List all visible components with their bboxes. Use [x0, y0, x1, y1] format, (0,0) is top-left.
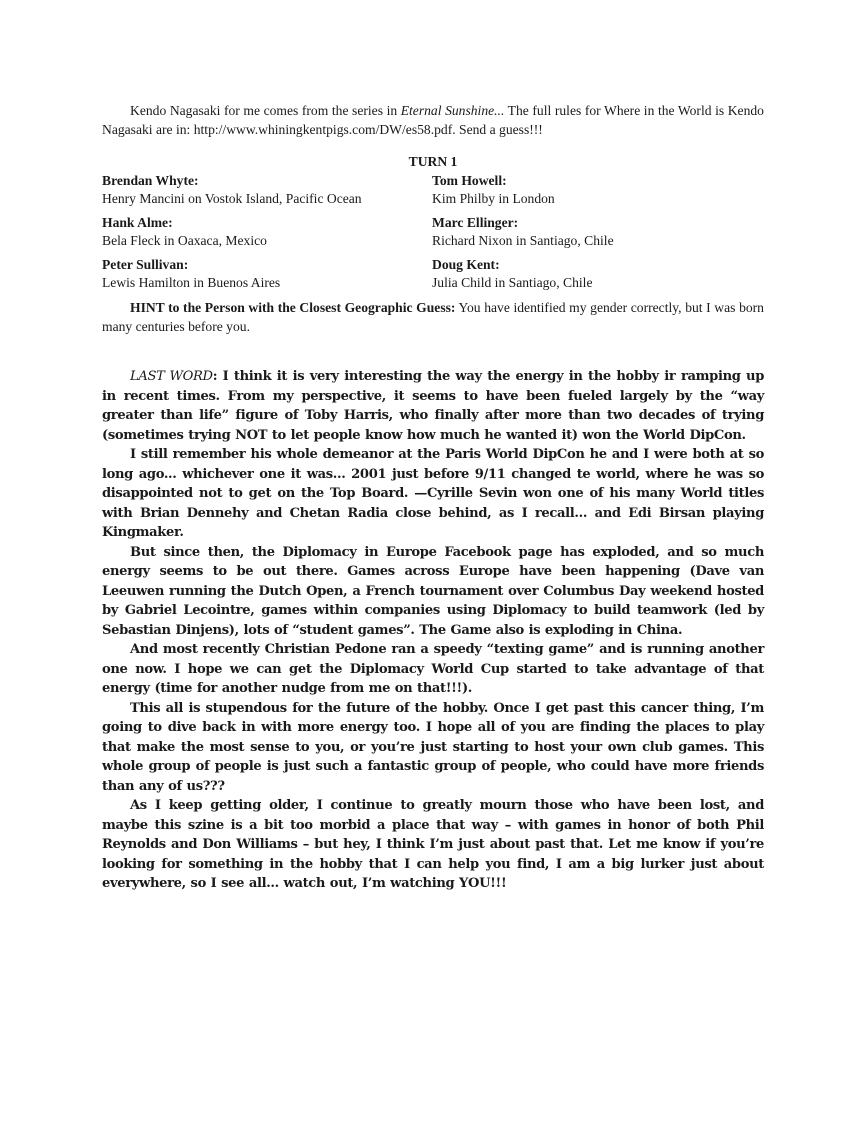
last-word-paragraph: As I keep getting older, I continue to greatly mourn those who have been lost, and maybe this szine is a bit too morbid a place that way – with games in honor of both Phil Reynolds and Don Williams – but hey, I think I’m just about past that. Let me know if you’re looking for something in the hobby that I can help you find, I am a big lurker just about everywhere, so I see all... watch out, I’m watching YOU!!!: [102, 798, 764, 891]
guess-entry: [102, 256, 432, 292]
guess-player-name: Marc Ellinger:: [432, 215, 519, 230]
last-word-paragraph: And most recently Christian Pedone ran a speedy “texting game” and is running another one now. I hope we can get the Diplomacy World Cup started to take advantage of that energy (time for another nudge from me on that!!!).: [102, 642, 764, 696]
guess-text: Bela Fleck in Oaxaca, Mexico: [102, 233, 267, 248]
last-word-paragraph: I still remember his whole demeanor at the Paris World DipCon he and I were both at so long ago... whichever one it was... 2001 just before 9/11 changed te world, where he was so disappointed not to get on the Top Board. —Cyrille Sevin won one of his many World titles with Brian Dennehy and Chetan Radia close behind, as I recall... and Edi Birsan playing Kingmaker.: [102, 447, 764, 540]
intro-text-before: Kendo Nagasaki for me comes from the series in: [130, 103, 401, 118]
guess-text: Henry Mancini on Vostok Island, Pacific Ocean: [102, 191, 362, 206]
guess-entry: [102, 172, 432, 208]
guess-player-name: Doug Kent:: [432, 257, 500, 272]
last-word-text: : I think it is very interesting the way the energy in the hobby ir ramping up in recent times. From my perspective, it seems to have been fueled largely by the “way greater than life” figure of Toby Harris, who finally after more than two decades of trying (sometimes trying NOT to let people know how much he wanted it) won the World DipCon.: [102, 369, 765, 443]
last-word-paragraph: But since then, the Diplomacy in Europe Facebook page has exploded, and so much energy seems to be out there. Games across Europe have been happening (Dave van Leeuwen running the Dutch Open, a French tournament over Columbus Day weekend hosted by Gabriel Lecointre, games within companies using Diplomacy to build teamwork (led by Sebastian Dinjens), lots of “student games”. The Game also is exploding in China.: [102, 544, 764, 638]
intro-paragraph: [102, 101, 764, 139]
turn-heading: TURN 1: [408, 154, 458, 169]
guess-text: Julia Child in Santiago, Chile: [432, 275, 593, 290]
last-word-section: [102, 367, 764, 894]
guess-text: Richard Nixon in Santiago, Chile: [432, 233, 614, 248]
guess-player-name: Brendan Whyte:: [102, 173, 199, 188]
hint-text: You have identified my gender correctly, but I was born many centuries before you.: [102, 300, 764, 334]
last-word-paragraph: This all is stupendous for the future of the hobby. Once I get past this cancer thing, I’m going to dive back in with more energy too. I hope all of you are finding the places to play that make the most sense to you, or you’re just starting to host your own club games. This whole group of people is just such a fantastic group of people, who could have more friends than any of us???: [102, 700, 764, 794]
hint-paragraph: [102, 298, 764, 336]
guess-text: Lewis Hamilton in Buenos Aires: [102, 275, 281, 290]
guess-entry: [432, 256, 762, 292]
intro-series-title: Eternal Sunshine...: [400, 103, 505, 118]
hint-label: HINT to the Person with the Closest Geographic Guess:: [130, 300, 456, 315]
last-word-paragraph: [102, 367, 764, 445]
guess-player-name: Peter Sullivan:: [102, 257, 189, 272]
guess-player-name: Tom Howell:: [432, 173, 507, 188]
document-page: [102, 101, 764, 894]
guess-entry: [102, 214, 432, 250]
last-word-label: LAST WORD: [130, 369, 213, 384]
guess-player-name: Hank Alme:: [102, 215, 173, 230]
guess-entry: [432, 214, 762, 250]
guess-entry: [432, 172, 762, 208]
guess-text: Kim Philby in London: [432, 191, 555, 206]
guess-list: [102, 172, 764, 292]
intro-text-after: The full rules for Where in the World is Kendo Nagasaki are in: http://www.whiningkentpigs.com/DW/es58.pdf. Send a guess!!!: [102, 103, 764, 137]
